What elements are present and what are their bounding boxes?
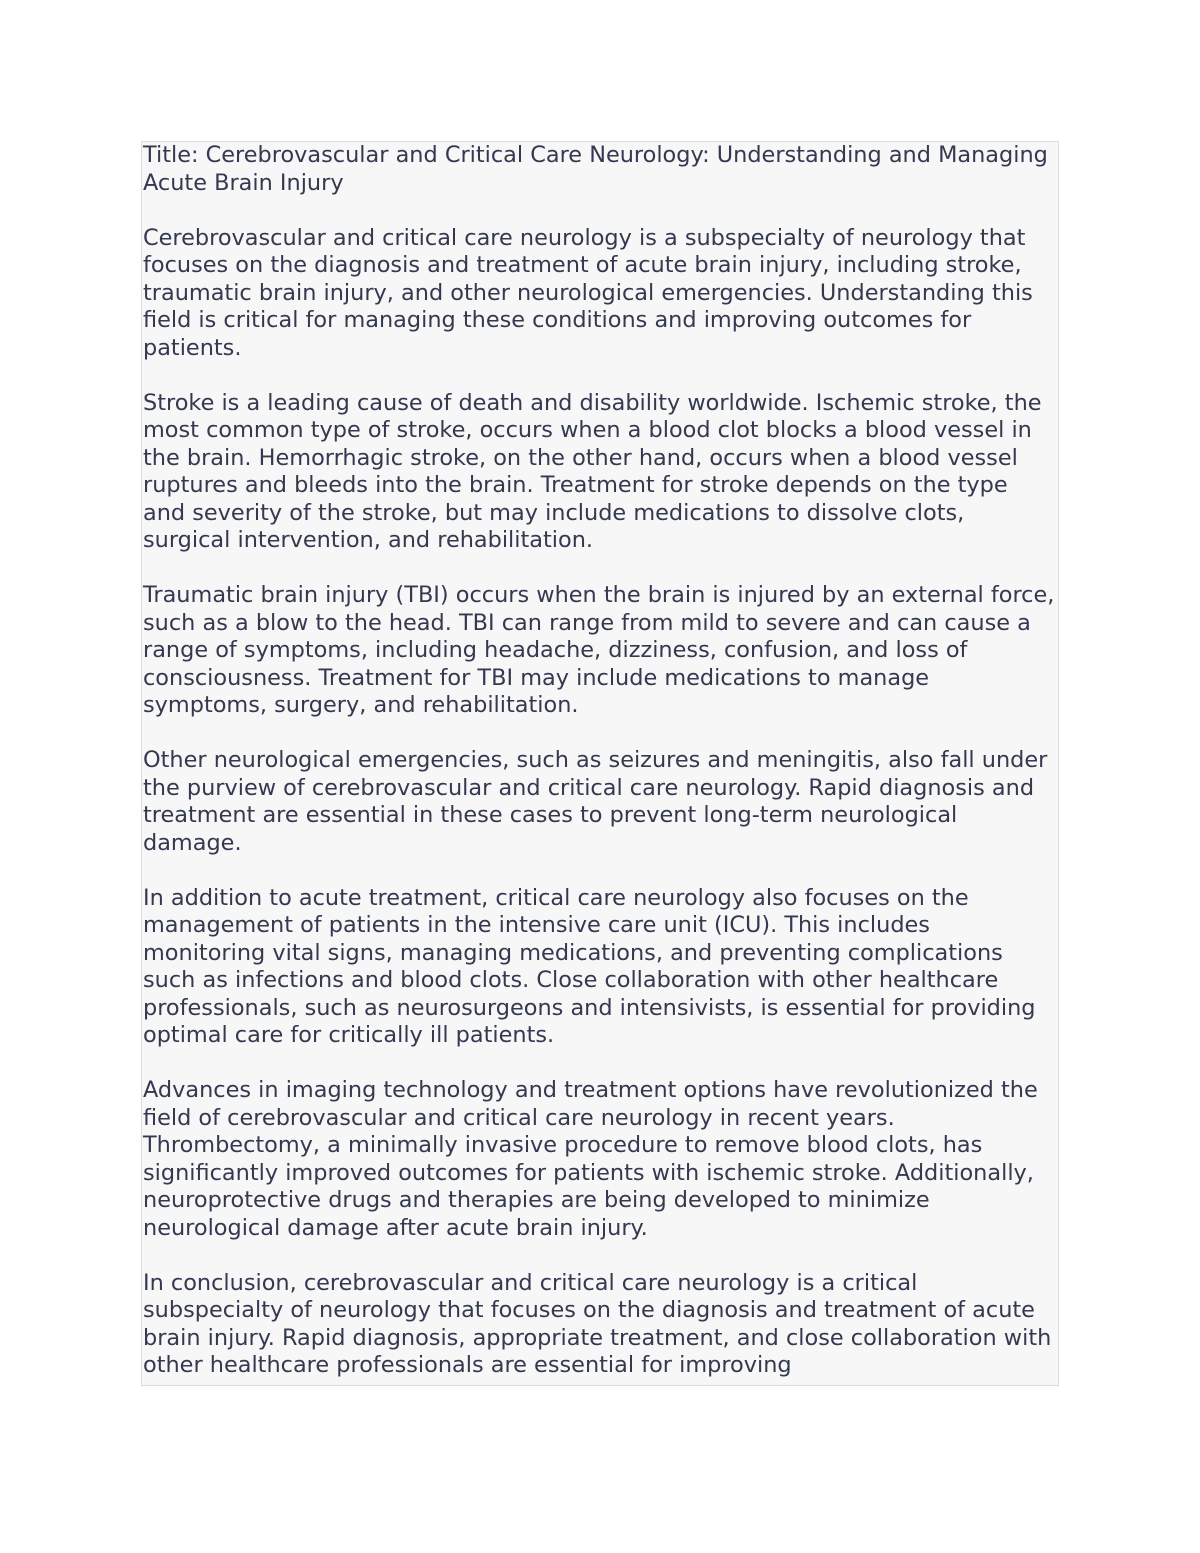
- paragraph-other-emergencies: Other neurological emergencies, such as seizures and meningitis, also fall under the purview of cerebrovascular and critical care neurology. Rapid diagnosis and treatment are essential in these cases to prevent long-term neurological damage.: [143, 747, 1048, 856]
- paragraph-icu-management: In addition to acute treatment, critical care neurology also focuses on the management of patients in the intensive care unit (ICU). This includes monitoring vital signs, managing medications, and preventing complications such as infections and blood clots. Close collaboration with other healthcare professionals, such as neurosurgeons and intensivists, is essential for providing optimal care for critically ill patients.: [143, 884, 1036, 1048]
- paragraph-conclusion: In conclusion, cerebrovascular and critical care neurology is a critical subspecialty of neurology that focuses on the diagnosis and treatment of acute brain injury. Rapid diagnosis, appropriate treatment, and close collaboration with other healthcare professionals are essential for improving: [143, 1269, 1052, 1378]
- document-text-box: [141, 141, 1059, 1386]
- paragraph-advances: Advances in imaging technology and treatment options have revolutionized the field of cerebrovascular and critical care neurology in recent years. Thrombectomy, a minimally invasive procedure to remove blood clots, has significantly improved outcomes for patients with ischemic stroke. Additionally, neuroprotective drugs and therapies are being developed to minimize neurological damage after acute brain injury.: [143, 1077, 1038, 1241]
- paragraph-traumatic-brain-injury: Traumatic brain injury (TBI) occurs when the brain is injured by an external force, such as a blow to the head. TBI can range from mild to severe and can cause a range of symptoms, including headache, dizziness, confusion, and loss of consciousness. Treatment for TBI may include medications to manage symptoms, surgery, and rehabilitation.: [143, 582, 1055, 718]
- paragraph-stroke: Stroke is a leading cause of death and disability worldwide. Ischemic stroke, the most common type of stroke, occurs when a blood clot blocks a blood vessel in the brain. Hemorrhagic stroke, on the other hand, occurs when a blood vessel ruptures and bleeds into the brain. Treatment for stroke depends on the type and severity of the stroke, but may include medications to dissolve clots, surgical intervention, and rehabilitation.: [143, 389, 1042, 553]
- paragraph-introduction: Cerebrovascular and critical care neurology is a subspecialty of neurology that focuses on the diagnosis and treatment of acute brain injury, including stroke, traumatic brain injury, and other neurological emergencies. Understanding this field is critical for managing these conditions and improving outcomes for patients.: [143, 224, 1033, 361]
- document-title: Title: Cerebrovascular and Critical Care Neurology: Understanding and Managing Acute Brain Injury: [143, 142, 1048, 196]
